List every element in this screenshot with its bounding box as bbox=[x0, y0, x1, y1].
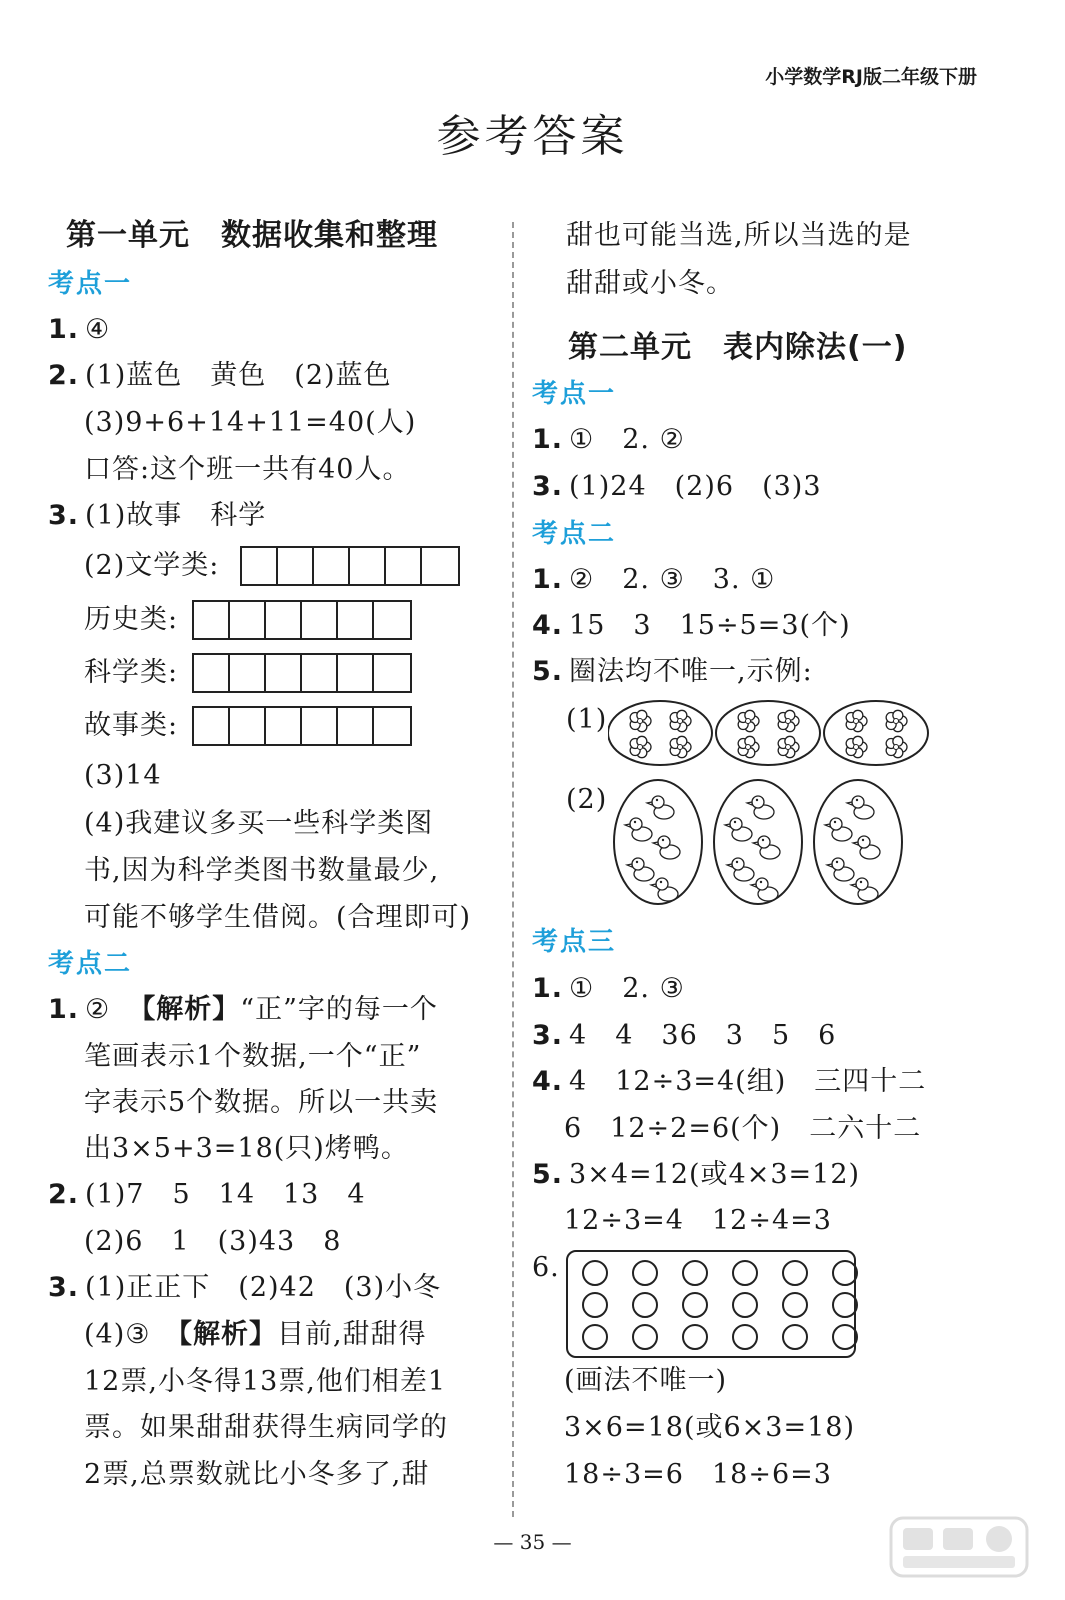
tally-square bbox=[302, 602, 338, 638]
circle-array-figure bbox=[566, 1250, 856, 1358]
group-oval bbox=[608, 701, 712, 765]
group-oval bbox=[716, 701, 820, 765]
tally-square bbox=[278, 548, 314, 584]
flower-icon bbox=[846, 710, 867, 731]
part-1-label: (1) bbox=[566, 704, 608, 735]
circle-mark bbox=[632, 1292, 658, 1318]
flower-icon bbox=[670, 736, 691, 757]
u2k3-q6-line3: 18÷3=6 18÷6=3 bbox=[564, 1459, 832, 1490]
right-column bbox=[514, 0, 1065, 1600]
unit2-kaodian-2: 考点二 bbox=[532, 519, 617, 549]
tally-square bbox=[302, 708, 338, 744]
u2k1-line2: 3. (1)24 (2)6 (3)3 bbox=[532, 471, 822, 502]
left-column bbox=[0, 0, 512, 1600]
tally-square bbox=[374, 708, 410, 744]
circle-mark bbox=[682, 1260, 708, 1286]
duck-icon bbox=[727, 858, 754, 881]
u2k2-line1: 1. ② 2. ③ 3. ① bbox=[532, 564, 776, 595]
flower-icon bbox=[886, 710, 907, 731]
tally-square bbox=[386, 548, 422, 584]
circle-mark bbox=[732, 1292, 758, 1318]
circle-mark bbox=[632, 1324, 658, 1350]
u1k2-q2-line2: (2)6 1 (3)43 8 bbox=[84, 1226, 342, 1257]
duck-icon bbox=[747, 796, 774, 819]
watermark-logo bbox=[889, 1516, 1029, 1582]
u1k2-q1-line2: 笔画表示1个数据,一个“正” bbox=[84, 1041, 422, 1072]
u2k2-line4: 4. 15 3 15÷5=3(个) bbox=[532, 610, 851, 641]
u1k2-q3-line1: 3. (1)正正下 (2)42 (3)小冬 bbox=[48, 1272, 442, 1303]
tally-square bbox=[194, 655, 230, 691]
u1k2-q3-line6: 甜也可能当选,所以当选的是 bbox=[566, 220, 912, 251]
flower-icon bbox=[778, 736, 799, 757]
u2k3-line5a: 5. 3×4=12(或4×3=12) bbox=[532, 1159, 861, 1190]
u1k1-q1: 1. ④ bbox=[48, 314, 111, 345]
flower-icon bbox=[630, 736, 651, 757]
u1k2-q1-line4: 出3×5+3=18(只)烤鸭。 bbox=[84, 1133, 409, 1164]
u2k3-q6-line2: 3×6=18(或6×3=18) bbox=[564, 1412, 855, 1443]
u2k3-q6-number: 6. bbox=[532, 1252, 560, 1283]
duck-icon bbox=[827, 858, 854, 881]
u1k1-q2-line2: (3)9+6+14+11=40(人) bbox=[84, 407, 417, 438]
page-number: — 35 — bbox=[493, 1530, 572, 1554]
duck-icon bbox=[851, 878, 878, 901]
circle-mark bbox=[832, 1324, 858, 1350]
flower-icon bbox=[738, 736, 759, 757]
tally-square bbox=[338, 708, 374, 744]
circle-mark bbox=[732, 1260, 758, 1286]
u1k2-q3-line2: (4)③ 【解析】目前,甜甜得 bbox=[84, 1319, 427, 1350]
tally-square bbox=[230, 655, 266, 691]
tally-square bbox=[374, 602, 410, 638]
duck-icon bbox=[751, 878, 778, 901]
duck-icon bbox=[651, 878, 678, 901]
tally-square bbox=[230, 602, 266, 638]
flower-grouping-figure bbox=[608, 698, 938, 768]
tally-square bbox=[242, 548, 278, 584]
label-history: 历史类: bbox=[84, 604, 179, 635]
watermark-stamp-icon bbox=[889, 1516, 1029, 1578]
book-subject: 小学数学RJ版二年级下册 bbox=[765, 66, 977, 88]
duck-icon bbox=[853, 836, 880, 859]
duck-grouping-figure bbox=[610, 778, 910, 908]
duck-icon bbox=[653, 836, 680, 859]
u2k1-line1: 1. ① 2. ② bbox=[532, 424, 685, 455]
circle-mark bbox=[732, 1324, 758, 1350]
u1k2-q3-line7: 甜甜或小冬。 bbox=[566, 268, 734, 299]
unit-2-title: 第二单元 表内除法(一) bbox=[568, 330, 908, 365]
duck-icon bbox=[627, 858, 654, 881]
bar-story bbox=[192, 706, 412, 746]
part-2-label: (2) bbox=[566, 784, 608, 815]
tally-square bbox=[422, 548, 458, 584]
u1k2-q3-line4: 票。如果甜甜获得生病同学的 bbox=[84, 1412, 448, 1443]
circle-mark bbox=[782, 1324, 808, 1350]
circle-mark bbox=[582, 1292, 608, 1318]
u1k2-q1-line3: 字表示5个数据。所以一共卖 bbox=[84, 1087, 439, 1118]
u2k3-line3: 3. 4 4 36 3 5 6 bbox=[532, 1020, 837, 1051]
u2k3-q6-note: (画法不唯一) bbox=[564, 1365, 728, 1396]
u1k1-q3-line3: (3)14 bbox=[84, 760, 162, 791]
u2k3-line5b: 12÷3=4 12÷4=3 bbox=[564, 1205, 832, 1236]
duck-icon bbox=[647, 796, 674, 819]
u1k1-q3-line6: 可能不够学生借阅。(合理即可) bbox=[84, 902, 472, 933]
circle-mark bbox=[632, 1260, 658, 1286]
unit2-kaodian-1: 考点一 bbox=[532, 379, 617, 409]
u2k3-line1: 1. ① 2. ③ bbox=[532, 973, 685, 1004]
flower-icon bbox=[630, 710, 651, 731]
label-literature: (2)文学类: bbox=[84, 550, 220, 581]
u1k1-q3-line4: (4)我建议多买一些科学类图 bbox=[84, 808, 434, 839]
u1k2-q3-line5: 2票,总票数就比小冬多了,甜 bbox=[84, 1459, 430, 1490]
circle-mark bbox=[682, 1292, 708, 1318]
u1k2-q1-line1: 1. ② 【解析】“正”字的每一个 bbox=[48, 994, 438, 1025]
bar-literature bbox=[240, 546, 460, 586]
unit1-kaodian-1: 考点一 bbox=[48, 269, 133, 299]
duck-icon bbox=[725, 818, 752, 841]
tally-square bbox=[266, 602, 302, 638]
tally-square bbox=[302, 655, 338, 691]
circle-mark bbox=[782, 1292, 808, 1318]
unit1-kaodian-2: 考点二 bbox=[48, 949, 133, 979]
label-story: 故事类: bbox=[84, 710, 179, 741]
label-science: 科学类: bbox=[84, 657, 179, 688]
duck-icon bbox=[625, 818, 652, 841]
flower-icon bbox=[670, 710, 691, 731]
duck-icon bbox=[753, 836, 780, 859]
tally-square bbox=[338, 655, 374, 691]
circle-mark bbox=[832, 1292, 858, 1318]
bar-history bbox=[192, 600, 412, 640]
u1k2-q2-line1: 2. (1)7 5 14 13 4 bbox=[48, 1179, 366, 1210]
u2k2-line5: 5. 圈法均不唯一,示例: bbox=[532, 656, 813, 687]
tally-square bbox=[350, 548, 386, 584]
circle-mark bbox=[832, 1260, 858, 1286]
tally-square bbox=[374, 655, 410, 691]
circle-mark bbox=[682, 1324, 708, 1350]
page-title: 参考答案 bbox=[436, 111, 629, 162]
duck-icon bbox=[825, 818, 852, 841]
tally-square bbox=[266, 708, 302, 744]
group-oval bbox=[824, 701, 928, 765]
tally-square bbox=[266, 655, 302, 691]
unit2-kaodian-3: 考点三 bbox=[532, 927, 617, 957]
flower-icon bbox=[846, 736, 867, 757]
u2k3-line4a: 4. 4 12÷3=4(组) 三四十二 bbox=[532, 1066, 927, 1097]
tally-square bbox=[314, 548, 350, 584]
u1k2-q3-line3: 12票,小冬得13票,他们相差1 bbox=[84, 1366, 447, 1397]
u2k3-line4b: 6 12÷2=6(个) 二六十二 bbox=[564, 1113, 922, 1144]
u1k1-q3-line1: 3. (1)故事 科学 bbox=[48, 500, 267, 531]
duck-icon bbox=[847, 796, 874, 819]
tally-square bbox=[194, 708, 230, 744]
tally-square bbox=[230, 708, 266, 744]
flower-icon bbox=[886, 736, 907, 757]
flower-icon bbox=[738, 710, 759, 731]
u1k1-q2-line3: 口答:这个班一共有40人。 bbox=[84, 454, 411, 485]
u1k1-q3-line5: 书,因为科学类图书数量最少, bbox=[84, 855, 440, 886]
tally-square bbox=[194, 602, 230, 638]
flower-icon bbox=[778, 710, 799, 731]
u1k1-q2-line1: 2. (1)蓝色 黄色 (2)蓝色 bbox=[48, 360, 392, 391]
bar-science bbox=[192, 653, 412, 693]
unit-1-title: 第一单元 数据收集和整理 bbox=[66, 218, 438, 253]
circle-mark bbox=[782, 1260, 808, 1286]
circle-mark bbox=[582, 1260, 608, 1286]
circle-mark bbox=[582, 1324, 608, 1350]
tally-square bbox=[338, 602, 374, 638]
